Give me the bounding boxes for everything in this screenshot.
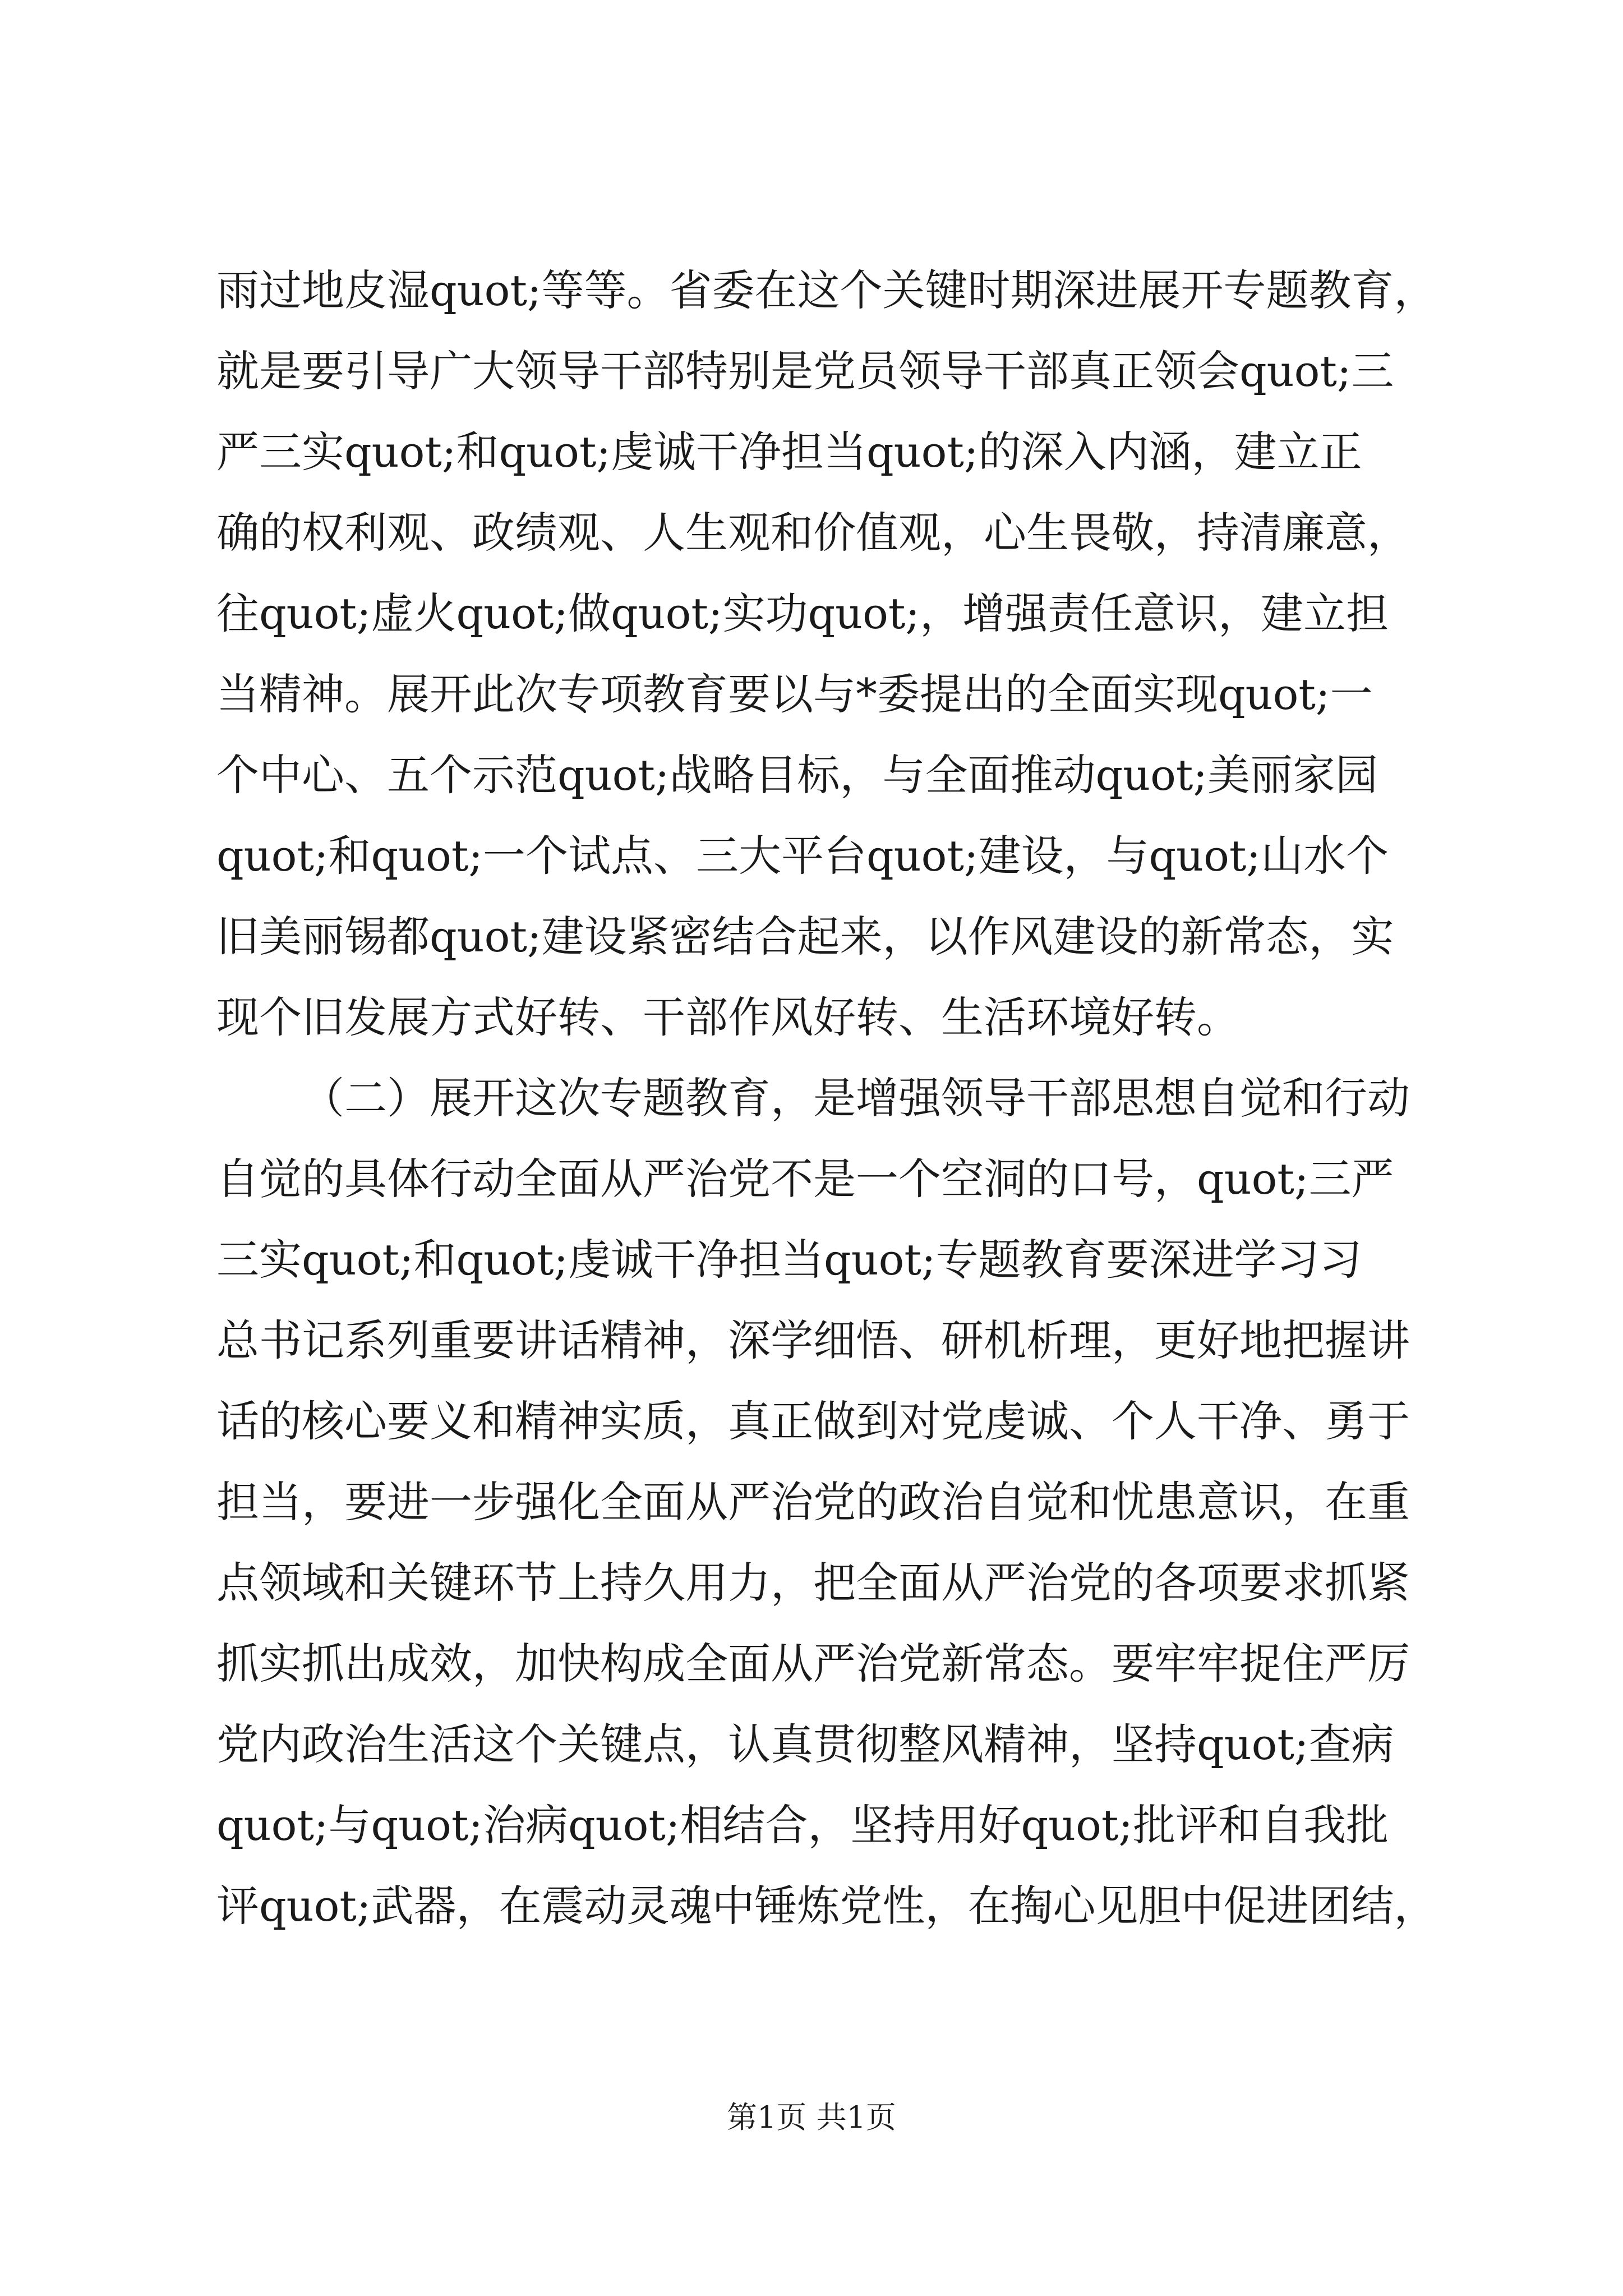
text-line: 抓实抓出成效，加快构成全面从严治党新常态。要牢牢捉住严厉 [216, 1639, 1410, 1688]
text-line: 担当，要进一步强化全面从严治党的政治自觉和忧患意识，在重 [216, 1477, 1410, 1527]
text-line: 往quot;虚火quot;做quot;实功quot;，增强责任意识，建立担 [216, 588, 1389, 638]
page-number-footer: 第1页 共1页 [727, 2100, 896, 2135]
text-line: 党内政治生活这个关键点，认真贯彻整风精神，坚持quot;查病 [216, 1719, 1394, 1769]
text-line: 严三实quot;和quot;虔诚干净担当quot;的深入内涵，建立正 [216, 427, 1362, 477]
text-line: quot;与quot;治病quot;相结合，坚持用好quot;批评和自我批 [216, 1800, 1389, 1850]
text-line: 总书记系列重要讲话精神，深学细悟、研机析理，更好地把握讲 [216, 1315, 1410, 1365]
text-line: 个中心、五个示范quot;战略目标，与全面推动quot;美丽家园 [216, 750, 1378, 800]
text-line: 点领域和关键环节上持久用力，把全面从严治党的各项要求抓紧 [216, 1558, 1410, 1608]
text-line: 当精神。展开此次专项教育要以与*委提出的全面实现quot;一 [216, 669, 1373, 719]
text-line: 自觉的具体行动全面从严治党不是一个空洞的口号，quot;三严 [216, 1154, 1394, 1204]
text-line: 三实quot;和quot;虔诚干净担当quot;专题教育要深进学习习 [216, 1235, 1362, 1285]
text-line: 雨过地皮湿quot;等等。省委在这个关键时期深进展开专题教育， [216, 265, 1437, 315]
text-line: 现个旧发展方式好转、干部作风好转、生活环境好转。 [216, 992, 1239, 1042]
text-line: 话的核心要义和精神实质，真正做到对党虔诚、个人干净、勇于 [216, 1396, 1410, 1446]
text-line: 确的权利观、政绩观、人生观和价值观，心生畏敬，持清廉意， [216, 508, 1410, 558]
paragraph-first-line: （二）展开这次专题教育，是增强领导干部思想自觉和行动 [302, 1073, 1410, 1123]
text-line: quot;和quot;一个试点、三大平台quot;建设，与quot;山水个 [216, 831, 1389, 881]
text-line: 旧美丽锡都quot;建设紧密结合起来，以作风建设的新常态，实 [216, 912, 1394, 961]
text-line: 评quot;武器，在震动灵魂中锤炼党性，在掏心见胆中促进团结， [216, 1881, 1437, 1931]
text-line: 就是要引导广大领导干部特别是党员领导干部真正领会quot;三 [216, 346, 1394, 396]
